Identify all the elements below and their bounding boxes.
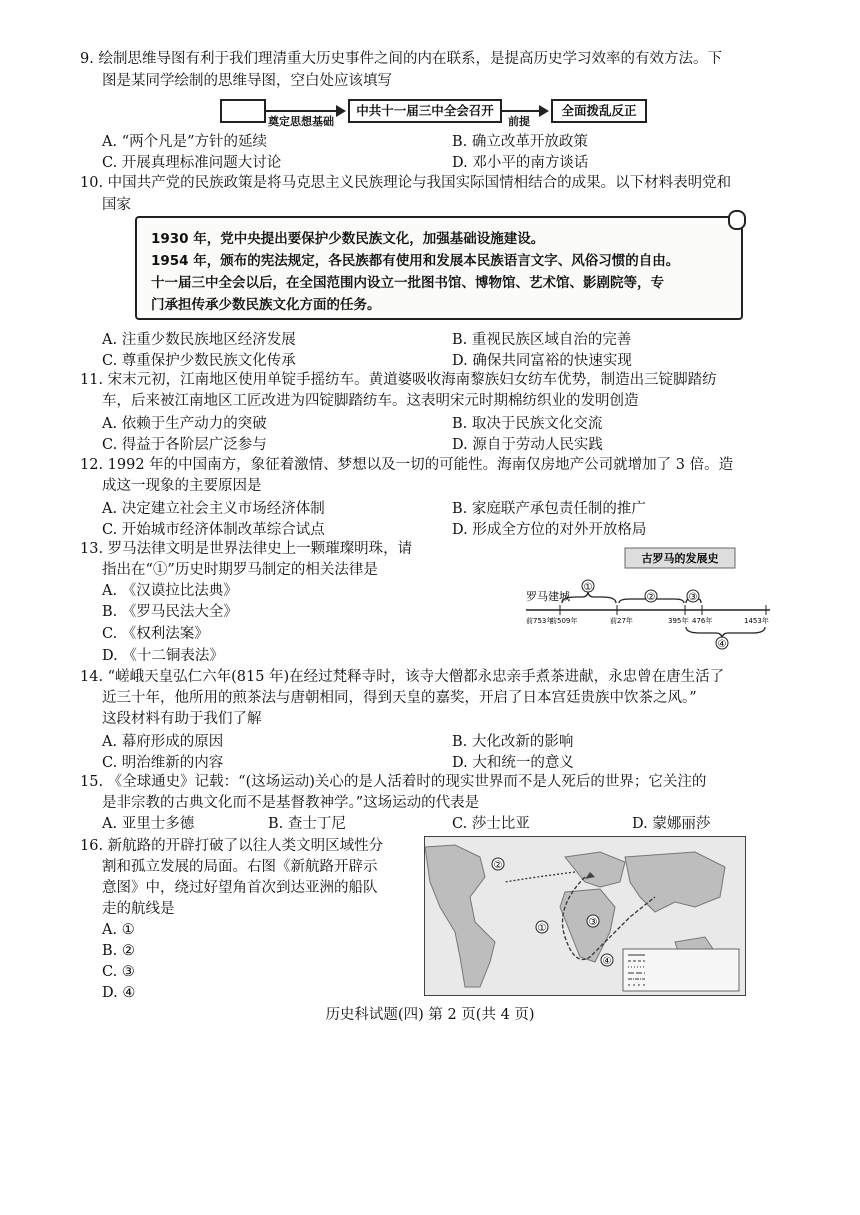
q14-options-row2	[0, 751, 860, 771]
tick-label: 476年	[692, 617, 713, 625]
timeline-mark-1: ①	[583, 582, 593, 593]
q15-option-c[interactable]: C. 莎士比亚	[452, 816, 530, 832]
material-line-4: 门承担传承少数民族文化方面的任务。	[151, 297, 381, 313]
q11-options-row2	[0, 433, 860, 453]
q14-option-b[interactable]: B. 大化改新的影响	[452, 734, 574, 750]
tick-label: 前753年	[526, 617, 554, 625]
q13-option-b[interactable]: B. 《罗马民法大全》	[102, 604, 238, 620]
q15-stem-line2: 是非宗教的古典文化而不是基督教神学。”这场运动的代表是	[102, 795, 480, 811]
rome-timeline-figure	[520, 545, 780, 660]
q13-option-a[interactable]: A. 《汉谟拉比法典》	[102, 583, 238, 599]
q14-option-a[interactable]: A. 幕府形成的原因	[102, 734, 224, 750]
q15-option-a[interactable]: A. 亚里士多德	[102, 816, 195, 832]
tick-label: 1453年	[744, 617, 769, 625]
q11-options-row1	[0, 412, 860, 432]
q15-option-d[interactable]: D. 蒙娜丽莎	[632, 816, 711, 832]
q9-option-c[interactable]: C. 开展真理标准问题大讨论	[102, 155, 282, 171]
timeline-start-label: 罗马建城	[526, 590, 570, 603]
timeline-mark-2: ②	[646, 592, 656, 603]
q9-option-b[interactable]: B. 确立改革开放政策	[452, 134, 588, 150]
world-map-graphic	[425, 837, 745, 995]
q10-options-row1	[0, 328, 860, 348]
q13-stem-line2: 指出在“①”历史时期罗马制定的相关法律是	[102, 562, 378, 578]
q10-material-scroll	[135, 216, 743, 320]
material-line-3: 十一届三中全会以后，在全国范围内设立一批图书馆、博物馆、艺术馆、影剧院等，专	[151, 275, 664, 291]
q13-option-d[interactable]: D. 《十二铜表法》	[102, 648, 224, 664]
q12-stem-line2: 成这一现象的主要原因是	[102, 478, 262, 494]
flow-arrow-1	[266, 110, 336, 112]
flow-blank-box	[220, 99, 266, 123]
q16-stem-line2: 割和孤立发展的局面。右图《新航路开辟示	[102, 859, 378, 875]
q14-stem-line1: 14. “嵯峨天皇弘仁六年(815 年)在经过梵释寺时，该寺大僧都永忠亲手煮茶进献，永忠曾在唐生活了	[80, 669, 725, 685]
q16-stem-line1: 16. 新航路的开辟打破了以往人类文明区域性分	[80, 838, 384, 854]
q10-option-c[interactable]: C. 尊重保护少数民族文化传承	[102, 353, 296, 369]
q11-stem-line1: 11. 宋末元初，江南地区使用单锭手摇纺车。黄道婆吸收海南黎族妇女纺车优势，制造出三锭脚踏纺	[80, 372, 717, 388]
q16-option-b[interactable]: B. ②	[102, 943, 135, 959]
q10-stem-line1: 10. 中国共产党的民族政策是将马克思主义民族理论与我国实际国情相结合的成果。以下材料表明党和	[80, 175, 732, 191]
flow-label-2: 前提	[508, 115, 530, 128]
q12-option-d[interactable]: D. 形成全方位的对外开放格局	[452, 522, 647, 538]
q10-option-a[interactable]: A. 注重少数民族地区经济发展	[102, 332, 296, 348]
q9-options-row2	[0, 151, 860, 171]
q11-option-d[interactable]: D. 源自于劳动人民实践	[452, 437, 603, 453]
q16-option-a[interactable]: A. ①	[102, 922, 135, 938]
map-mark-4: ④	[602, 956, 612, 967]
map-mark-3: ③	[588, 917, 598, 928]
q11-option-b[interactable]: B. 取决于民族文化交流	[452, 416, 603, 432]
map-mark-1: ①	[537, 923, 547, 934]
brace-4	[686, 627, 765, 639]
q12-option-c[interactable]: C. 开始城市经济体制改革综合试点	[102, 522, 325, 538]
q11-option-a[interactable]: A. 依赖于生产动力的突破	[102, 416, 267, 432]
scroll-curl-icon	[728, 210, 746, 230]
q12-stem-line1: 12. 1992 年的中国南方，象征着激情、梦想以及一切的可能性。海南仅房地产公司就增加了 3 倍。造	[80, 457, 734, 473]
q16-option-d[interactable]: D. ④	[102, 985, 136, 1001]
timeline-mark-3: ③	[688, 592, 698, 603]
q9-option-a[interactable]: A. “两个凡是”方针的延续	[102, 134, 268, 150]
q12-options-row2	[0, 518, 860, 538]
q14-options-row1	[0, 730, 860, 750]
q15-option-b[interactable]: B. 查士丁尼	[268, 816, 346, 832]
q16-stem-line4: 走的航线是	[102, 901, 175, 917]
map-mark-2: ②	[493, 860, 503, 871]
tick-label: 前509年	[550, 617, 578, 625]
q10-option-b[interactable]: B. 重视民族区域自治的完善	[452, 332, 632, 348]
timeline-title: 古罗马的发展史	[641, 552, 719, 565]
q11-option-c[interactable]: C. 得益于各阶层广泛参与	[102, 437, 267, 453]
flow-arrow-2	[501, 110, 539, 112]
q13-option-c[interactable]: C. 《权利法案》	[102, 626, 209, 642]
material-line-2: 1954 年，颁布的宪法规定，各民族都有使用和发展本民族语言文字、风俗习惯的自由。	[151, 253, 680, 269]
page-footer: 历史科试题(四) 第 2 页(共 4 页)	[325, 1007, 535, 1023]
q15-stem-line1: 15. 《全球通史》记载：“(这场运动)关心的是人活着时的现实世界而不是人死后的世界；它关注的	[80, 774, 707, 790]
material-line-1: 1930 年，党中央提出要保护少数民族文化，加强基础设施建设。	[151, 231, 545, 247]
new-sea-routes-map	[424, 836, 746, 996]
q9-options-row1	[0, 130, 860, 150]
flow-arrow-2-head	[539, 105, 549, 117]
flow-label-1: 奠定思想基础	[268, 115, 334, 128]
q14-option-c[interactable]: C. 明治维新的内容	[102, 755, 224, 771]
q14-option-d[interactable]: D. 大和统一的意义	[452, 755, 574, 771]
q13-stem-line1: 13. 罗马法律文明是世界法律史上一颗璀璨明珠，请	[80, 541, 413, 557]
q14-stem-line2: 近三十年，他所用的煎茶法与唐朝相同，得到天皇的嘉奖，开启了日本宫廷贵族中饮茶之风。”	[102, 690, 697, 706]
flow-box-3: 全面拨乱反正	[551, 99, 647, 123]
timeline-mark-4: ④	[717, 639, 727, 650]
q14-stem-line3: 这段材料有助于我们了解	[102, 711, 262, 727]
q12-options-row1	[0, 497, 860, 517]
tick-label: 前27年	[610, 617, 633, 625]
q12-option-b[interactable]: B. 家庭联产承包责任制的推广	[452, 501, 646, 517]
q16-stem-line3: 意图》中，绕过好望角首次到达亚洲的船队	[102, 880, 378, 896]
q12-option-a[interactable]: A. 决定建立社会主义市场经济体制	[102, 501, 325, 517]
flow-box-2: 中共十一届三中全会召开	[348, 99, 502, 123]
q10-option-d[interactable]: D. 确保共同富裕的快速实现	[452, 353, 632, 369]
q10-options-row2	[0, 349, 860, 369]
q11-stem-line2: 车，后来被江南地区工匠改进为四锭脚踏纺车。这表明宋元时期棉纺织业的发明创造	[102, 393, 639, 409]
q9-stem-line2: 图是某同学绘制的思维导图，空白处应该填写	[102, 73, 392, 89]
q9-stem-line1: 9. 绘制思维导图有利于我们理清重大历史事件之间的内在联系，是提高历史学习效率的有效方法。下	[80, 51, 722, 67]
flow-arrow-1-head	[336, 105, 346, 117]
q16-option-c[interactable]: C. ③	[102, 964, 135, 980]
q9-option-d[interactable]: D. 邓小平的南方谈话	[452, 155, 589, 171]
tick-label: 395年	[668, 617, 689, 625]
q10-stem-line2: 国家	[102, 197, 131, 213]
